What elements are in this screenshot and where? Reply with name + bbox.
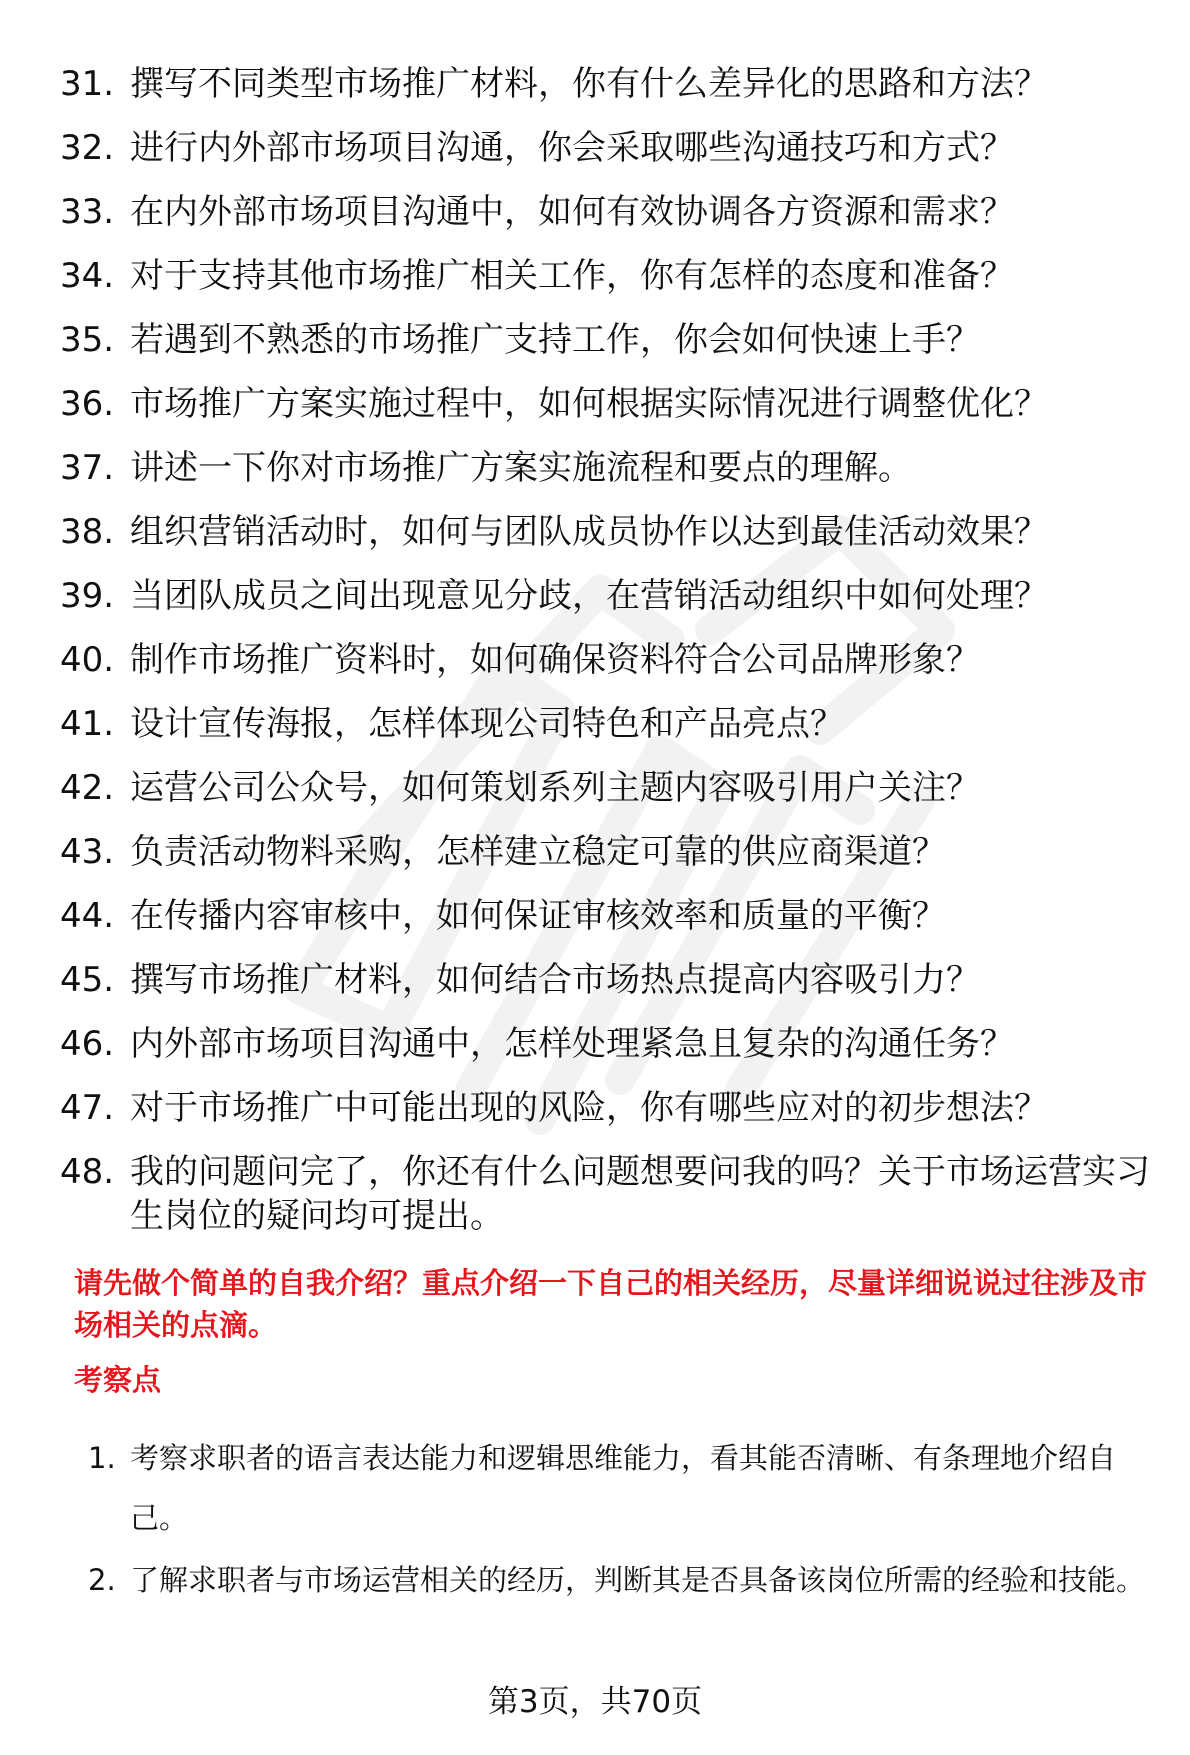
point-text: 考察求职者的语言表达能力和逻辑思维能力，看其能否清晰、有条理地介绍自己。 — [130, 1441, 1117, 1535]
question-text: 我的问题问完了，你还有什么问题想要问我的吗？关于市场运营实习生岗位的疑问均可提出。 — [130, 1152, 1150, 1236]
question-item — [60, 628, 1160, 692]
question-number: 42. — [60, 768, 115, 808]
question-text: 在内外部市场项目沟通中，如何有效协调各方资源和需求？ — [130, 192, 1014, 232]
question-number: 43. — [60, 832, 115, 872]
question-item — [60, 52, 1160, 116]
question-number: 40. — [60, 640, 115, 680]
point-number: 2. — [88, 1563, 116, 1597]
question-item — [60, 1140, 1160, 1238]
question-text: 当团队成员之间出现意见分歧，在营销活动组织中如何处理？ — [130, 576, 1048, 616]
question-number: 45. — [60, 960, 115, 1000]
question-text: 组织营销活动时，如何与团队成员协作以达到最佳活动效果？ — [130, 512, 1048, 552]
question-text: 制作市场推广资料时，如何确保资料符合公司品牌形象？ — [130, 640, 980, 680]
point-number: 1. — [88, 1441, 116, 1475]
question-number: 41. — [60, 704, 115, 744]
question-text: 运营公司公众号，如何策划系列主题内容吸引用户关注？ — [130, 768, 980, 808]
question-text: 讲述一下你对市场推广方案实施流程和要点的理解。 — [130, 448, 912, 488]
question-text: 市场推广方案实施过程中，如何根据实际情况进行调整优化？ — [130, 384, 1048, 424]
assessment-point-list — [88, 1428, 1158, 1612]
question-text: 若遇到不熟悉的市场推广支持工作，你会如何快速上手？ — [130, 320, 980, 360]
question-item — [60, 180, 1160, 244]
question-number: 44. — [60, 896, 115, 936]
question-item — [60, 1076, 1160, 1140]
question-number: 33. — [60, 192, 115, 232]
question-text: 内外部市场项目沟通中，怎样处理紧急且复杂的沟通任务？ — [130, 1024, 1014, 1064]
question-text: 进行内外部市场项目沟通，你会采取哪些沟通技巧和方式？ — [130, 128, 1014, 168]
question-number: 38. — [60, 512, 115, 552]
assessment-point — [88, 1428, 1158, 1548]
question-number: 34. — [60, 256, 115, 296]
question-number: 46. — [60, 1024, 115, 1064]
section-title: 考察点 — [74, 1363, 162, 1397]
question-number: 37. — [60, 448, 115, 488]
question-item — [60, 564, 1160, 628]
question-text: 撰写不同类型市场推广材料，你有什么差异化的思路和方法？ — [130, 64, 1048, 104]
question-text: 负责活动物料采购，怎样建立稳定可靠的供应商渠道？ — [130, 832, 946, 872]
point-text: 了解求职者与市场运营相关的经历，判断其是否具备该岗位所需的经验和技能。 — [130, 1563, 1146, 1597]
question-item — [60, 308, 1160, 372]
question-item — [60, 372, 1160, 436]
question-number: 36. — [60, 384, 115, 424]
question-item — [60, 116, 1160, 180]
page-footer: 第3页，共70页 — [487, 1684, 703, 1720]
question-number: 47. — [60, 1088, 115, 1128]
question-item — [60, 436, 1160, 500]
question-item — [60, 756, 1160, 820]
question-item — [60, 1012, 1160, 1076]
question-item — [60, 692, 1160, 756]
question-item — [60, 820, 1160, 884]
question-text: 对于市场推广中可能出现的风险，你有哪些应对的初步想法？ — [130, 1088, 1048, 1128]
assessment-point — [88, 1550, 1158, 1610]
question-text: 设计宣传海报，怎样体现公司特色和产品亮点？ — [130, 704, 844, 744]
question-list — [60, 52, 1160, 1238]
question-item — [60, 948, 1160, 1012]
question-number: 32. — [60, 128, 115, 168]
question-item — [60, 500, 1160, 564]
question-number: 31. — [60, 64, 115, 104]
question-text: 撰写市场推广材料，如何结合市场热点提高内容吸引力？ — [130, 960, 980, 1000]
question-text: 在传播内容审核中，如何保证审核效率和质量的平衡？ — [130, 896, 946, 936]
question-number: 39. — [60, 576, 115, 616]
question-text: 对于支持其他市场推广相关工作，你有怎样的态度和准备？ — [130, 256, 1014, 296]
featured-question: 请先做个简单的自我介绍？重点介绍一下自己的相关经历，尽量详细说说过往涉及市场相关的点滴。 — [74, 1266, 1148, 1342]
question-number: 48. — [60, 1152, 115, 1192]
question-item — [60, 244, 1160, 308]
question-item — [60, 884, 1160, 948]
question-number: 35. — [60, 320, 115, 360]
